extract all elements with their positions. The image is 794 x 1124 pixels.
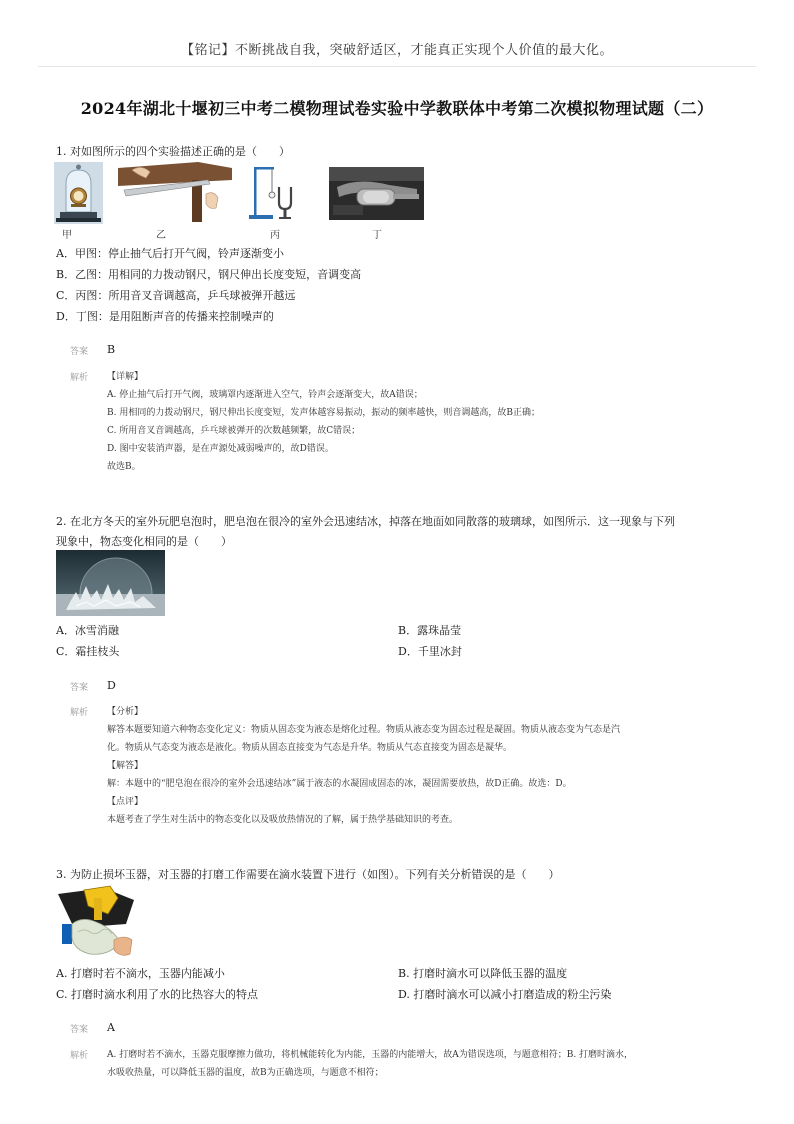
q1-analysis-line: 【详解】 (107, 372, 144, 382)
q2-analysis-line: 【解答】 (107, 761, 144, 771)
q1-image-bell-jar (54, 162, 103, 224)
q2-analysis-line: 解：本题中的“肥皂泡在很冷的室外会迅速结冰”属于液态的水凝固成固态的冰，凝固需要放热，故D正确。故选：D。 (107, 779, 572, 789)
q3-analysis-line: A. 打磨时若不滴水，玉器克服摩擦力做功，将机械能转化为内能，玉器的内能增大，故A为错误选项，与题意相符；B. 打磨时滴水， (107, 1050, 634, 1060)
q1-analysis-line: A. 停止抽气后打开气阀，玻璃罩内逐渐进入空气，铃声会逐渐变大，故A错误； (107, 390, 423, 400)
q2-analysis-line: 【点评】 (107, 797, 144, 807)
q2-analysis-line: 化。物质从气态变为液态是液化。物质从固态直接变为气态是升华。物质从气态直接变为固态是凝华。 (107, 743, 513, 753)
q3-option-d: D. 打磨时滴水可以减小打磨造成的粉尘污染 (398, 988, 612, 1001)
q3-image-jade-polishing (54, 884, 138, 960)
q3-option-c: C. 打磨时滴水利用了水的比热容大的特点 (56, 988, 259, 1001)
q1-caption-jia: 甲 (62, 230, 72, 241)
q2-answer-label: 答案 (70, 683, 89, 693)
q2-analysis-line: 【分析】 (107, 707, 144, 717)
q2-analysis-line: 本题考查了学生对生活中的物态变化以及吸放热情况的了解，属于热学基础知识的考查。 (107, 815, 459, 825)
q3-option-b: B. 打磨时滴水可以降低玉器的温度 (398, 967, 568, 980)
q1-option-d: D．丁图：是用阻断声音的传播来控制噪声的 (56, 310, 274, 323)
q1-option-c: C．丙图：所用音叉音调越高，乒乓球被弹开越远 (56, 289, 296, 302)
q1-analysis-line: 故选B。 (107, 462, 141, 472)
q1-caption-yi: 乙 (156, 230, 166, 241)
q1-analysis-line: D. 图中安装消声器，是在声源处减弱噪声的，故D错误。 (107, 444, 334, 454)
q1-answer: B (107, 343, 116, 356)
q2-answer: D (107, 679, 116, 692)
q1-option-b: B．乙图：用相同的力拨动钢尺，钢尺伸出长度变短，音调变高 (56, 268, 362, 281)
q1-caption-bing: 丙 (270, 230, 280, 241)
q1-analysis-label: 解析 (70, 373, 89, 383)
q2-option-c: C．霜挂枝头 (56, 645, 120, 658)
q1-analysis-line: B. 用相同的力拨动钢尺，钢尺伸出长度变短，发声体越容易振动，振动的频率越快，则音调越高，故B正确； (107, 408, 540, 418)
q2-analysis-line: 解答本题要知道六种物态变化定义：物质从固态变为液态是熔化过程。物质从液态变为固态过程是凝固。物质从液态变为气态是汽 (107, 725, 621, 735)
q3-option-a: A. 打磨时若不滴水，玉器内能减小 (56, 967, 225, 980)
q2-option-b: B．露珠晶莹 (398, 624, 462, 637)
q1-answer-label: 答案 (70, 347, 89, 357)
q2-option-a: A．冰雪消融 (56, 624, 119, 637)
q1-stem: 1. 对如图所示的四个实验描述正确的是（ ） (56, 145, 290, 158)
q3-analysis-label: 解析 (70, 1051, 89, 1061)
header-divider (38, 66, 756, 67)
q2-image-frozen-bubble (56, 550, 165, 616)
q3-analysis-line: 水吸收热量，可以降低玉器的温度，故B为正确选项，与题意不相符； (107, 1068, 384, 1078)
q3-answer-label: 答案 (70, 1025, 89, 1035)
q3-answer: A (107, 1021, 115, 1034)
q1-image-tuning-fork (246, 163, 298, 221)
q1-analysis-line: C. 所用音叉音调越高，乒乓球被弹开的次数越频繁，故C错误； (107, 426, 361, 436)
q3-stem: 3. 为防止损坏玉器，对玉器的打磨工作需要在滴水装置下进行（如图）。下列有关分析错误的是（ ） (56, 868, 560, 881)
page-title: 2024年湖北十堰初三中考二模物理试卷实验中学教联体中考第二次模拟物理试题（二） (80, 99, 714, 118)
q1-caption-ding: 丁 (372, 230, 382, 241)
q2-stem-line1: 2. 在北方冬天的室外玩肥皂泡时，肥皂泡在很冷的室外会迅速结冰，掉落在地面如同散落的玻璃球，如图所示．这一现象与下列 (56, 515, 675, 528)
q1-image-steel-ruler (118, 162, 232, 222)
motto-banner: 【铭记】不断挑战自我，突破舒适区，才能真正实现个人价值的最大化。 (180, 43, 613, 58)
q2-analysis-label: 解析 (70, 708, 89, 718)
q1-image-muffler (329, 167, 424, 220)
q2-option-d: D．千里冰封 (398, 645, 462, 658)
q1-option-a: A．甲图：停止抽气后打开气阀，铃声逐渐变小 (56, 247, 284, 260)
q2-stem-line2: 现象中，物态变化相同的是（ ） (56, 535, 232, 548)
